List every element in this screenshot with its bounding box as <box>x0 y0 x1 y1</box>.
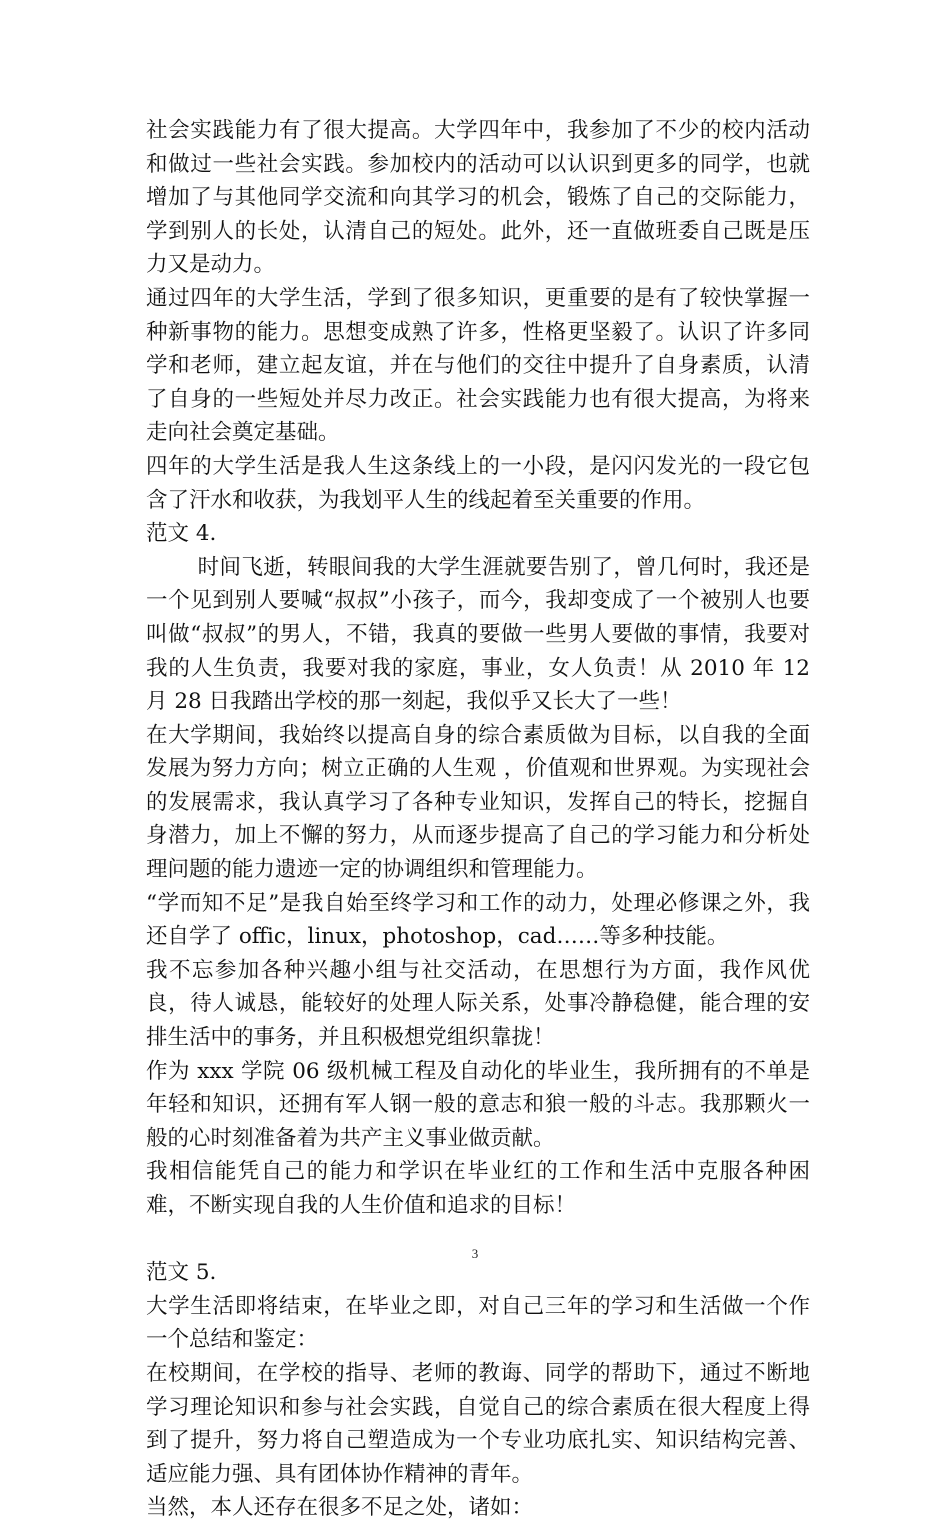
paragraph: 时间飞逝，转眼间我的大学生涯就要告别了，曾几何时，我还是一个见到别人要喊“叔叔”小孩子，而今，我却变成了一个被别人也要叫做“叔叔”的男人，不错，我真的要做一些男人要做的事情，我要对我的人生负责，我要对我的家庭，事业，女人负责！从 2010 年 12 月 28 日我踏出学校的那一刻起，我似乎又长大了一些！ <box>146 554 810 715</box>
paragraph: “学而知不足”是我自始至终学习和工作的动力，处理必修课之外，我还自学了 offic，linux，photoshop，cad……等多种技能。 <box>146 890 810 950</box>
paragraph: 作为 xxx 学院 06 级机械工程及自动化的毕业生，我所拥有的不单是年轻和知识，还拥有军人钢一般的意志和狼一般的斗志。我那颗火一般的心时刻准备着为共产主义事业做贡献。 <box>146 1058 810 1151</box>
paragraph: 通过四年的大学生活，学到了很多知识，更重要的是有了较快掌握一种新事物的能力。思想变成熟了许多，性格更坚毅了。认识了许多同学和老师，建立起友谊，并在与他们的交往中提升了自身素质，认清了自身的一些短处并尽力改正。社会实践能力也有很大提高，为将来走向社会奠定基础。 <box>146 285 810 446</box>
paragraph: 我不忘参加各种兴趣小组与社交活动，在思想行为方面，我作风优良，待人诚恳，能较好的处理人际关系，处事冷静稳健，能合理的安排生活中的事务，并且积极想党组织靠拢！ <box>146 957 810 1051</box>
section-heading: 范文 5. <box>146 1260 217 1286</box>
paragraph: 当然，本人还存在很多不足之处，诸如： <box>146 1495 534 1521</box>
paragraph: 在大学期间，我始终以提高自身的综合素质做为目标，以自我的全面发展为努力方向；树立正确的人生观 ，价值观和世界观。为实现社会的发展需求，我认真学习了各种专业知识，发挥自己的特长，挖掘自身潜力，加上不懈的努力，从而逐步提高了自己的学习能力和分析处理问题的能力遗迹一定的协调组织和管理能力。 <box>146 722 810 883</box>
document-body <box>146 114 810 1525</box>
section-heading: 范文 4. <box>146 521 217 547</box>
paragraph: 大学生活即将结束，在毕业之即，对自己三年的学习和生活做一个作一个总结和鉴定： <box>146 1293 810 1353</box>
page-number: 3 <box>471 1246 479 1261</box>
paragraph: 社会实践能力有了很大提高。大学四年中，我参加了不少的校内活动和做过一些社会实践。参加校内的活动可以认识到更多的同学，也就增加了与其他同学交流和向其学习的机会，锻炼了自己的交际能力，学到别人的长处，认清自己的短处。此外，还一直做班委自己既是压力又是动力。 <box>146 118 810 278</box>
paragraph: 在校期间，在学校的指导、老师的教诲、同学的帮助下，通过不断地学习理论知识和参与社会实践，自觉自己的综合素质在很大程度上得到了提升，努力将自己塑造成为一个专业功底扎实、知识结构完善、适应能力强、具有团体协作精神的青年。 <box>146 1360 810 1487</box>
paragraph: 四年的大学生活是我人生这条线上的一小段，是闪闪发光的一段它包含了汗水和收获，为我划平人生的线起着至关重要的作用。 <box>146 453 810 513</box>
paragraph: 我相信能凭自己的能力和学识在毕业红的工作和生活中克服各种困难，不断实现自我的人生价值和追求的目标！ <box>146 1159 810 1218</box>
